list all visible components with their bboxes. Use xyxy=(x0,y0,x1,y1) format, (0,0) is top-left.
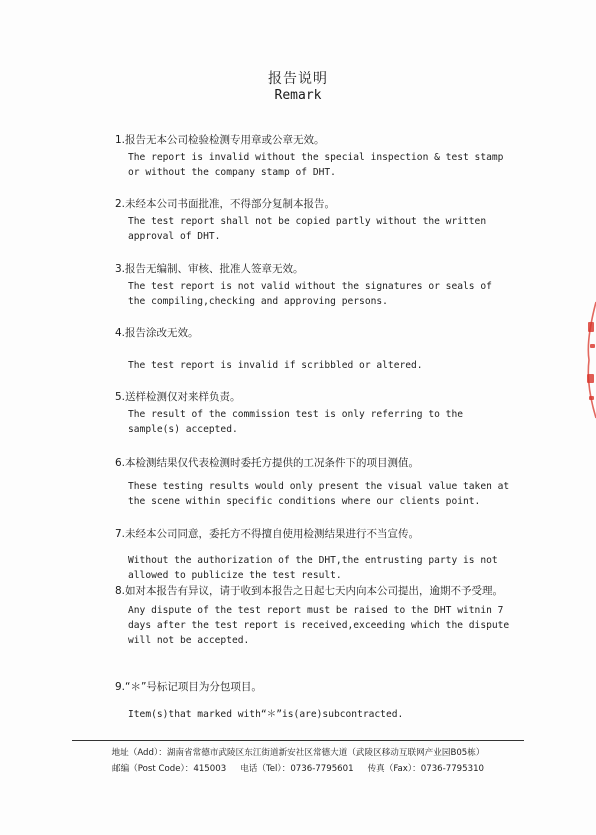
tel-value: 0736-7795601 xyxy=(290,764,354,774)
address-value: 湖南省常德市武陵区东江街道新安社区常德大道（武陵区移动互联网产业园B05栋） xyxy=(166,748,485,758)
remark-item-cn xyxy=(115,196,525,212)
item-text-cn: “＊”号标记项目为分包项目。 xyxy=(125,681,262,693)
remark-item-cn xyxy=(115,325,525,341)
remark-item-6 xyxy=(115,455,525,509)
remark-item-1 xyxy=(115,132,525,180)
tel-label: 电话（Tel）： xyxy=(240,764,291,774)
remark-item-cn xyxy=(115,261,525,277)
postcode-label: 邮编（Post Code）： xyxy=(111,764,194,774)
item-number: 9. xyxy=(115,681,126,693)
item-number: 7. xyxy=(115,528,126,540)
item-text-en: These testing results would only present the visual value taken at the scene within specific conditions where our clients point. xyxy=(128,481,510,507)
fax-value: 0736-7795310 xyxy=(420,764,485,774)
remark-item-2 xyxy=(115,196,525,244)
remark-item-3 xyxy=(115,261,525,309)
item-number: 6. xyxy=(115,457,126,469)
remark-item-cn xyxy=(115,455,525,471)
item-text-en: The result of the commission test is only referring to the sample(s) accepted. xyxy=(128,409,464,435)
footer-divider xyxy=(72,740,524,741)
item-text-en: The test report is not valid without the signatures or seals of the compiling,checking and approving persons. xyxy=(128,281,492,307)
red-seal-fragment xyxy=(580,300,596,420)
remark-item-cn xyxy=(115,526,525,542)
item-number: 4. xyxy=(115,327,126,339)
remark-item-cn xyxy=(115,583,525,599)
remark-item-9 xyxy=(115,679,525,722)
remark-item-cn xyxy=(115,389,525,405)
item-number: 5. xyxy=(115,391,126,403)
item-text-en: The test report is invalid if scribbled or altered. xyxy=(128,360,423,371)
remark-item-cn xyxy=(115,132,525,148)
item-text-cn: 报告无编制、审核、批准人签章无效。 xyxy=(125,263,304,275)
page-title-cn: 报告说明 xyxy=(268,71,328,87)
remark-item-5 xyxy=(115,389,525,437)
item-text-en: Any dispute of the test report must be raised to the DHT witnin 7 days after the test report is received,exceeding which the dispute will not be accepted. xyxy=(128,605,510,646)
fax-label: 传真（Fax）： xyxy=(367,764,421,774)
page-title-en: Remark xyxy=(274,88,322,103)
item-text-en: Without the authorization of the DHT,the entrusting party is not allowed to publicize the test result. xyxy=(128,555,498,581)
item-text-cn: 报告无本公司检验检测专用章或公章无效。 xyxy=(125,134,325,146)
remark-item-7 xyxy=(115,526,525,583)
item-text-cn: 本检测结果仅代表检测时委托方提供的工况条件下的项目测值。 xyxy=(125,457,420,469)
footer-address xyxy=(0,746,596,758)
item-number: 3. xyxy=(115,263,126,275)
remark-item-cn xyxy=(115,679,525,695)
item-text-cn: 未经本公司同意，委托方不得擅自使用检测结果进行不当宣传。 xyxy=(125,528,420,540)
item-text-en: The test report shall not be copied partly without the written approval of DHT. xyxy=(128,216,487,242)
footer-contacts xyxy=(0,762,596,774)
item-text-en: Item(s)that marked with“＊”is(are)subcontracted. xyxy=(128,709,404,720)
item-number: 2. xyxy=(115,198,126,210)
remark-item-4 xyxy=(115,325,525,373)
item-text-cn: 未经本公司书面批准，不得部分复制本报告。 xyxy=(125,198,336,210)
remark-item-8 xyxy=(115,583,525,648)
item-number: 1. xyxy=(115,134,126,146)
item-text-en: The report is invalid without the special inspection & test stamp or without the company stamp of DHT. xyxy=(128,152,504,178)
item-text-cn: 报告涂改无效。 xyxy=(125,327,199,339)
address-label: 地址（Add）： xyxy=(111,748,167,758)
item-text-cn: 如对本报告有异议，请于收到本报告之日起七天内向本公司提出，逾期不予受理。 xyxy=(125,585,504,597)
item-number: 8. xyxy=(115,585,126,597)
item-text-cn: 送样检测仅对来样负责。 xyxy=(125,391,241,403)
postcode-value: 415003 xyxy=(193,764,227,774)
